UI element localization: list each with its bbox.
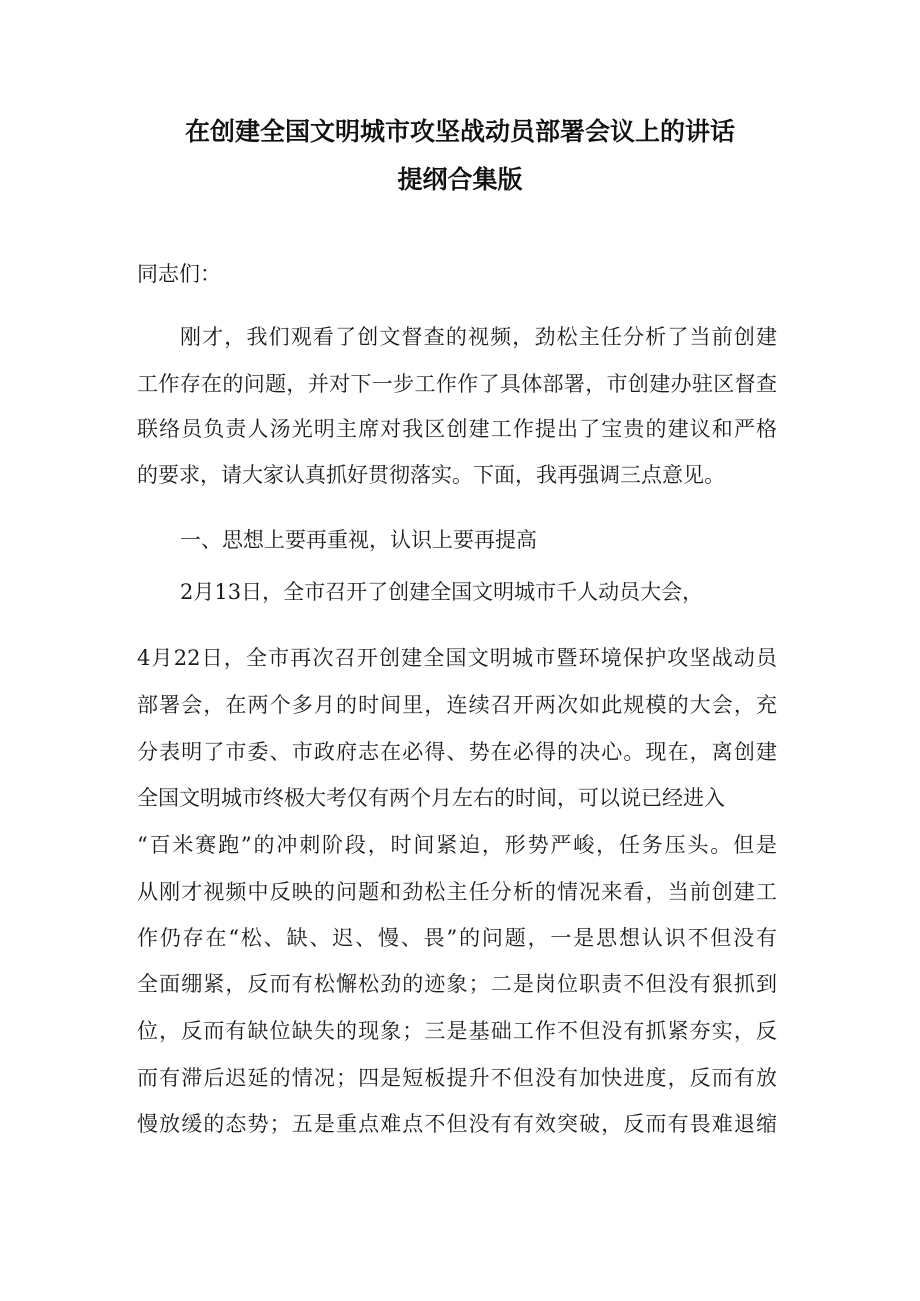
paragraph-3-line: 而有滞后迟延的情况；四是短板提升不但没有加快进度，反而有放 (137, 1066, 777, 1090)
paragraph-3-line: 位，反而有缺位缺失的现象；三是基础工作不但没有抓紧夯实，反 (137, 1019, 777, 1043)
paragraph-3-line: 从刚才视频中反映的问题和劲松主任分析的情况来看，当前创建工 (137, 880, 777, 904)
paragraph-3-line: 全国文明城市终极大考仅有两个月左右的时间，可以说已经进入 (137, 786, 725, 810)
paragraph-3-line: 分表明了市委、市政府志在必得、势在必得的决心。现在，离创建 (137, 740, 777, 764)
paragraph-3-line: 全面绷紧，反而有松懈松劲的迹象；二是岗位职责不但没有狠抓到 (137, 972, 777, 996)
document-title-line-1: 在创建全国文明城市攻坚战动员部署会议上的讲话 (184, 117, 735, 146)
document-title-line-2: 提纲合集版 (397, 165, 523, 194)
paragraph-1-line: 联络员负责人汤光明主席对我区创建工作提出了宝贵的建议和严格 (137, 417, 777, 441)
paragraph-1-line: 刚才，我们观看了创文督查的视频，劲松主任分析了当前创建 (180, 325, 777, 349)
paragraph-1-line: 工作存在的问题，并对下一步工作作了具体部署，市创建办驻区督查 (137, 372, 777, 396)
paragraph-3-line: 慢放缓的态势；五是重点难点不但没有有效突破，反而有畏难退缩 (137, 1112, 777, 1136)
paragraph-1-line: 的要求，请大家认真抓好贯彻落实。下面，我再强调三点意见。 (137, 463, 725, 487)
paragraph-3-line: 作仍存在“松、缺、迟、慢、畏”的问题，一是思想认识不但没有 (137, 926, 777, 950)
paragraph-3-line: 部署会，在两个多月的时间里，连续召开两次如此规模的大会，充 (137, 693, 777, 717)
section-heading-1: 一、思想上要再重视，认识上要再提高 (180, 528, 537, 552)
paragraph-3-line: 4月22日，全市再次召开创建全国文明城市暨环境保护攻坚战动员 (137, 646, 777, 670)
paragraph-2-line: 2月13日，全市召开了创建全国文明城市千人动员大会， (180, 580, 704, 604)
paragraph-3-line: “百米赛跑”的冲刺阶段，时间紧迫，形势严峻，任务压头。但是 (137, 833, 777, 857)
salutation: 同志们： (137, 262, 221, 286)
